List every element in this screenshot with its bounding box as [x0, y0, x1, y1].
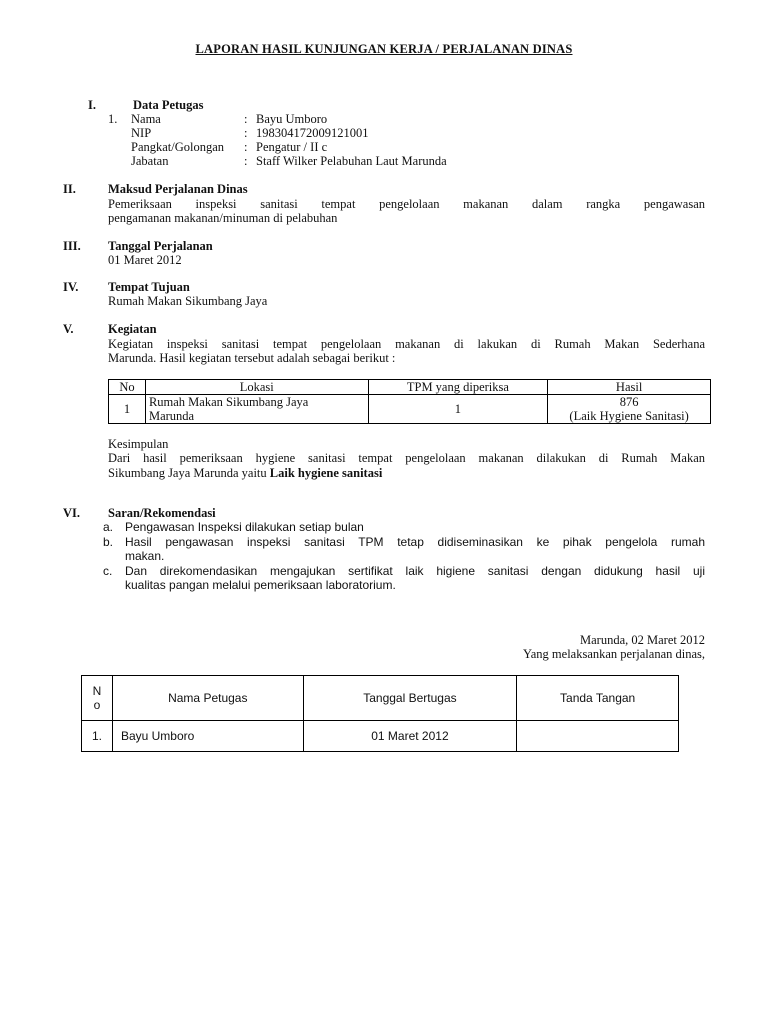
section-2-numeral: II. [63, 182, 76, 196]
field-label-jabatan: Jabatan [131, 154, 169, 168]
field-value-nip: 198304172009121001 [256, 126, 369, 140]
section-2-text-line-2: pengamanan makanan/minuman di pelabuhan [108, 211, 338, 225]
column-header-nama-petugas: Nama Petugas [112, 676, 303, 721]
field-separator: : [244, 112, 248, 126]
section-1-heading: Data Petugas [133, 98, 204, 112]
table-header-row [109, 380, 711, 395]
signature-place-date: Marunda, 02 Maret 2012 [580, 633, 705, 647]
cell-nama-petugas: Bayu Umboro [112, 721, 303, 752]
section-3-numeral: III. [63, 239, 81, 253]
column-header-tanda-tangan: Tanda Tangan [517, 676, 679, 721]
field-label-nama: Nama [131, 112, 161, 126]
cell-lokasi-line-2: Marunda [148, 409, 195, 423]
recommendation-b-line-1: Hasil pengawasan inspeksi sanitasi TPM tetap didiseminasikan ke pihak pengelola rumah [125, 535, 705, 549]
column-header-no: No [109, 380, 146, 395]
cell-lokasi [145, 395, 368, 424]
table-row [82, 721, 679, 752]
section-5-numeral: V. [63, 322, 74, 336]
recommendation-a-line-1: Pengawasan Inspeksi dilakukan setiap bulan [125, 520, 364, 534]
section-4-numeral: IV. [63, 280, 79, 294]
field-value-pangkat: Pengatur / II c [256, 140, 328, 154]
recommendation-c-line-1: Dan direkomendasikan mengajukan sertifikat laik higiene sanitasi dengan didukung hasil uji [125, 564, 705, 578]
section-5-heading: Kegiatan [108, 322, 157, 336]
report-title: LAPORAN HASIL KUNJUNGAN KERJA / PERJALANAN DINAS [195, 42, 573, 56]
inspection-results-table [108, 379, 711, 424]
column-header-lokasi: Lokasi [145, 380, 368, 395]
field-value-nama: Bayu Umboro [256, 112, 328, 126]
cell-tanda-tangan [517, 721, 679, 752]
field-separator: : [244, 140, 248, 154]
signature-caption: Yang melaksankan perjalanan dinas, [522, 647, 705, 661]
cell-tanggal-bertugas: 01 Maret 2012 [303, 721, 517, 752]
kesimpulan-text-line-1: Dari hasil pemeriksaan hygiene sanitasi tempat pengelolaan makanan dilakukan di Rumah Makan [108, 451, 705, 465]
kesimpulan-prefix: Sikumbang Jaya Marunda yaitu [108, 466, 270, 480]
field-separator: : [244, 126, 248, 140]
cell-tpm: 1 [368, 395, 548, 424]
section-5-text-line-2: Marunda. Hasil kegiatan tersebut adalah sebagai berikut : [108, 351, 396, 365]
column-header-no-line-2: o [93, 698, 101, 712]
cell-hasil-score: 876 [619, 395, 639, 409]
officer-table [81, 675, 679, 752]
cell-hasil-status: (Laik Hygiene Sanitasi) [569, 409, 689, 423]
column-header-hasil: Hasil [548, 380, 711, 395]
recommendation-c-line-2: kualitas pangan melalui pemeriksaan laboratorium. [125, 578, 396, 592]
section-3-heading: Tanggal Perjalanan [108, 239, 213, 253]
section-6-heading: Saran/Rekomendasi [108, 506, 216, 520]
section-4-destination: Rumah Makan Sikumbang Jaya [108, 294, 268, 308]
column-header-tanggal-bertugas: Tanggal Bertugas [303, 676, 517, 721]
section-4-heading: Tempat Tujuan [108, 280, 190, 294]
table-header-row [82, 676, 679, 721]
cell-lokasi-line-1: Rumah Makan Sikumbang Jaya [148, 395, 309, 409]
field-label-pangkat: Pangkat/Golongan [131, 140, 225, 154]
kesimpulan-result: Laik hygiene sanitasi [269, 466, 383, 480]
kesimpulan-text-line-2 [108, 466, 382, 481]
section-3-date: 01 Maret 2012 [108, 253, 182, 267]
field-separator: : [244, 154, 248, 168]
section-2-heading: Maksud Perjalanan Dinas [108, 182, 248, 196]
column-header-no-line-1: N [92, 684, 102, 698]
field-value-jabatan: Staff Wilker Pelabuhan Laut Marunda [256, 154, 447, 168]
kesimpulan-label: Kesimpulan [108, 437, 169, 451]
recommendation-b-line-2: makan. [125, 549, 165, 563]
section-1-item-number: 1. [108, 112, 118, 126]
recommendation-letter-b: b. [103, 535, 114, 549]
field-label-nip: NIP [131, 126, 152, 140]
table-row [109, 395, 711, 424]
section-6-numeral: VI. [63, 506, 81, 520]
column-header-tpm: TPM yang diperiksa [368, 380, 548, 395]
cell-no: 1 [109, 395, 146, 424]
section-5-text-line-1: Kegiatan inspeksi sanitasi tempat pengelolaan makanan di lakukan di Rumah Makan Sederhana [108, 337, 705, 351]
column-header-no [82, 676, 113, 721]
section-1-numeral: I. [88, 98, 96, 112]
recommendation-letter-a: a. [103, 520, 114, 534]
recommendation-letter-c: c. [103, 564, 113, 578]
cell-hasil [548, 395, 711, 424]
section-2-text-line-1: Pemeriksaan inspeksi sanitasi tempat pengelolaan makanan dalam rangka pengawasan [108, 197, 705, 211]
cell-no: 1. [82, 721, 113, 752]
